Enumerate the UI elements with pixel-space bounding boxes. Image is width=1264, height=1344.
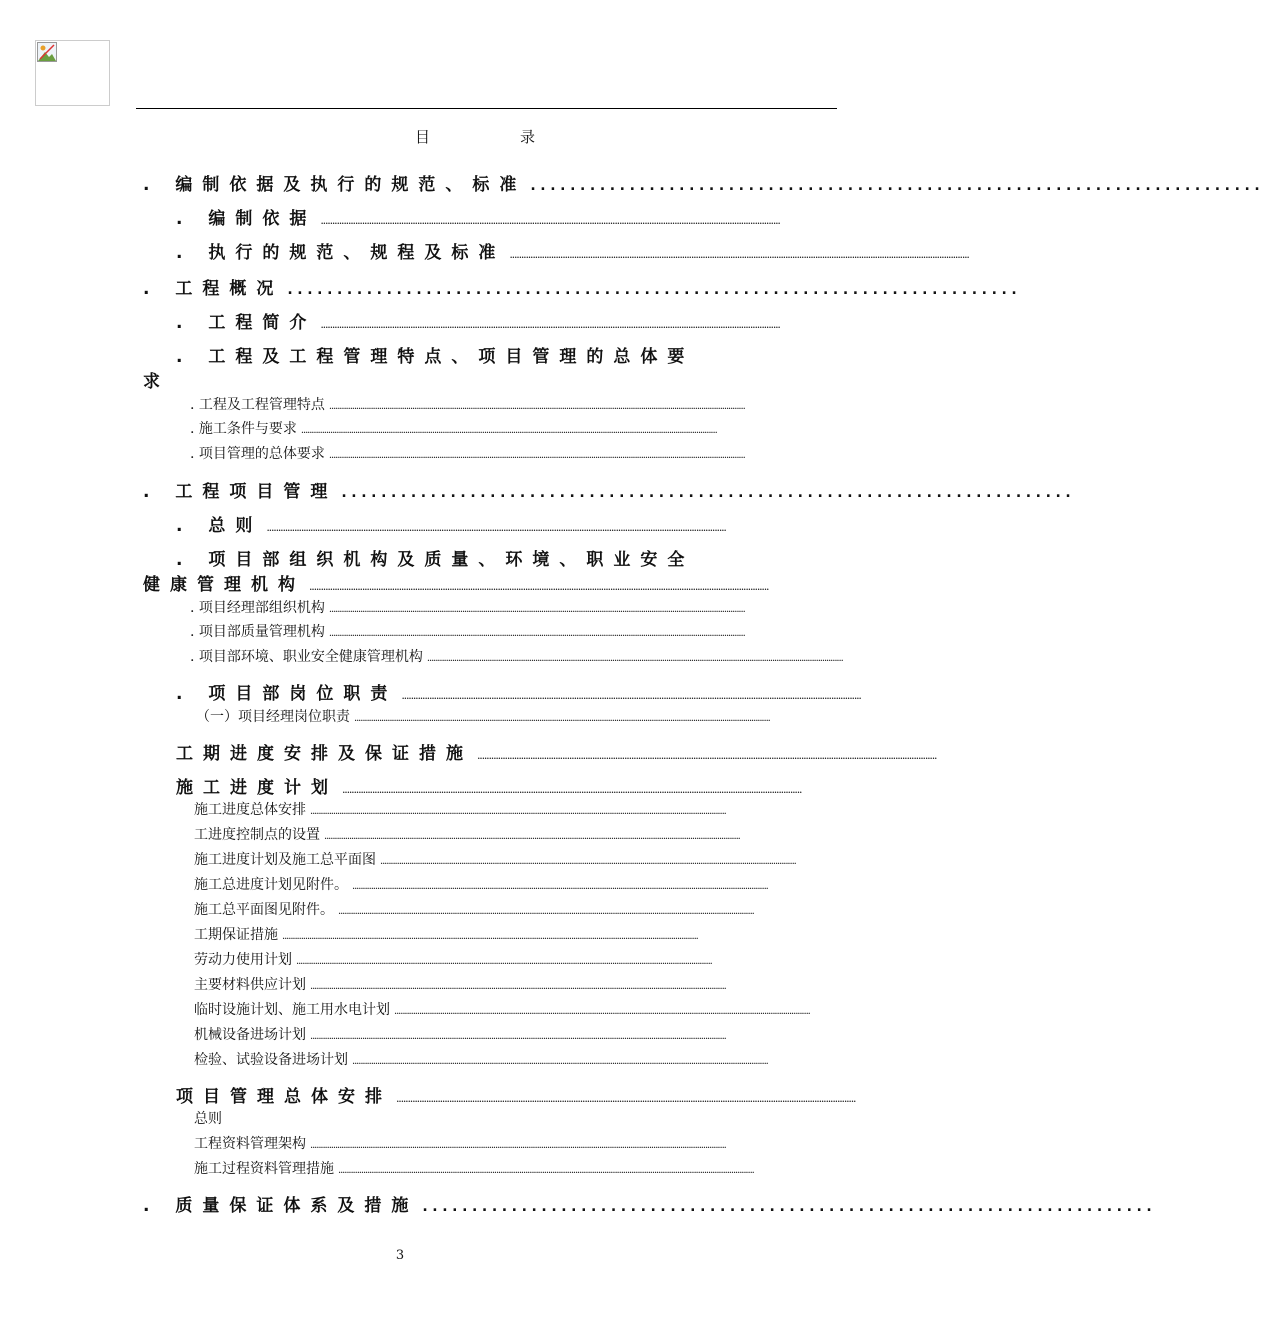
dot-leader: ........................................................................................................................................................................................................: [352, 1056, 768, 1067]
page-number: 3: [395, 1248, 405, 1263]
dot-leader: ........................................................................................................................................................................................................: [309, 580, 769, 593]
toc-entry-3-2-1[interactable]: [190, 597, 829, 617]
toc-entry-label: . 项目管理的总体要求: [190, 446, 325, 462]
toc-entry-3-2[interactable]: [176, 545, 829, 570]
toc-entry-2-2-1[interactable]: [190, 394, 829, 414]
toc-entry-4-1-10[interactable]: [194, 1024, 829, 1044]
dot-leader: ........................................................................................................................................................................................................: [380, 856, 796, 867]
toc-entry-label: 健康管理机构: [143, 575, 305, 595]
toc-entry-label: 工进度控制点的设置: [194, 827, 320, 843]
header-logo-frame: [35, 40, 110, 106]
toc-entry-3-3-1[interactable]: [196, 706, 829, 726]
dot-leader: ........................................................................................................................................................................................................: [310, 806, 726, 817]
toc-entry-4-1-11[interactable]: [194, 1049, 829, 1069]
toc-entry-6[interactable]: [143, 1191, 1157, 1216]
toc-entry-label: . 项目部岗位职责: [176, 684, 398, 704]
toc-entry-label: . 工程简介: [176, 313, 317, 333]
dot-leader: ..........................................................................: [530, 178, 1264, 194]
dot-leader: ........................................................................................................................................................................................................: [338, 1165, 754, 1176]
toc-entry-4-1-2[interactable]: [194, 824, 829, 844]
dot-leader: ........................................................................................................................................................................................................: [328, 450, 745, 461]
toc-entry-label: 施工进度计划: [176, 778, 338, 798]
toc-entry-label: 检验、试验设备进场计划: [194, 1052, 348, 1068]
toc-entry-label: . 项目部组织机构及质量、环境、职业安全: [176, 550, 695, 570]
toc-entry-2-1[interactable]: [176, 308, 829, 333]
toc-entry-4-1-6[interactable]: [194, 924, 829, 944]
toc-entry-label: 临时设施计划、施工用水电计划: [194, 1002, 390, 1018]
header-rule: [136, 108, 837, 109]
toc-entry-label: 项目管理总体安排: [176, 1087, 392, 1107]
broken-image-icon: [37, 42, 57, 62]
toc-entry-label: 施工总进度计划见附件。: [194, 877, 348, 893]
toc-entry-label: 总则: [194, 1111, 222, 1127]
dot-leader: ........................................................................................................................................................................................................: [342, 783, 802, 796]
dot-leader: ........................................................................................................................................................................................................: [310, 981, 726, 992]
toc-entry-3-3[interactable]: [176, 679, 861, 704]
toc-entry-label: 工期保证措施: [194, 927, 278, 943]
toc-entry-label: . 项目部质量管理机构: [190, 624, 325, 640]
toc-entry-5[interactable]: [176, 1082, 856, 1107]
toc-entry-5-1[interactable]: [194, 1108, 829, 1128]
toc-entry-3-2-3[interactable]: [190, 646, 843, 666]
toc-entry-2-2-2[interactable]: [190, 418, 829, 438]
toc-entry-label: . 编制依据及执行的规范、标准: [143, 175, 527, 195]
toc-entry-3-2-continuation[interactable]: [143, 570, 829, 595]
toc-entry-label: . 施工条件与要求: [190, 421, 297, 437]
toc-entry-label: . 质量保证体系及措施: [143, 1196, 419, 1216]
toc-entry-3[interactable]: [143, 477, 1076, 502]
toc-entry-label: 劳动力使用计划: [194, 952, 292, 968]
toc-title-left: 目: [414, 128, 430, 146]
toc-entry-label: . 项目经理部组织机构: [190, 600, 325, 616]
toc-entry-4-1-7[interactable]: [194, 949, 829, 969]
toc-entry-4-1-5[interactable]: [194, 899, 829, 919]
toc-entry-5-2[interactable]: [194, 1133, 829, 1153]
toc-entry-4-1-1[interactable]: [194, 799, 829, 819]
toc-entry-label: 施工过程资料管理措施: [194, 1161, 334, 1177]
toc-entry-4-1-8[interactable]: [194, 974, 829, 994]
toc-entry-2-2[interactable]: [176, 342, 829, 367]
toc-entry-3-1[interactable]: [176, 511, 829, 536]
toc-entry-1-2[interactable]: [176, 238, 969, 263]
toc-entry-label: 施工进度总体安排: [194, 802, 306, 818]
dot-leader: ..........................................................................: [287, 282, 1022, 298]
toc-entry-3-2-2[interactable]: [190, 621, 829, 641]
toc-entry-label: . 项目部环境、职业安全健康管理机构: [190, 649, 423, 665]
toc-entry-1-1[interactable]: [176, 204, 829, 229]
dot-leader: ........................................................................................................................................................................................................: [426, 653, 843, 664]
dot-leader: ........................................................................................................................................................................................................: [324, 831, 740, 842]
toc-entry-5-3[interactable]: [194, 1158, 829, 1178]
toc-entry-label: . 工程概况: [143, 279, 284, 299]
dot-leader: ........................................................................................................................................................................................................: [310, 1140, 726, 1151]
dot-leader: ........................................................................................................................................................................................................: [352, 881, 768, 892]
dot-leader: ........................................................................................................................................................................................................: [509, 248, 969, 261]
dot-leader: ........................................................................................................................................................................................................: [396, 1092, 856, 1105]
dot-leader: ........................................................................................................................................................................................................: [328, 628, 745, 639]
toc-entry-4-1-4[interactable]: [194, 874, 829, 894]
toc-title: [0, 126, 950, 147]
toc-entry-2-2-continuation: 求: [143, 372, 170, 392]
toc-entry-4-1-9[interactable]: [194, 999, 829, 1019]
dot-leader: ........................................................................................................................................................................................................: [320, 214, 780, 227]
toc-entry-2-2-3[interactable]: [190, 443, 829, 463]
toc-entry-label: 施工总平面图见附件。: [194, 902, 334, 918]
toc-entry-label: . 工程及工程管理特点、项目管理的总体要: [176, 347, 695, 367]
dot-leader: ..........................................................................: [341, 485, 1076, 501]
toc-entry-label: . 工程项目管理: [143, 482, 338, 502]
dot-leader: ........................................................................................................................................................................................................: [300, 425, 717, 436]
toc-entry-label: （一）项目经理岗位职责: [196, 709, 350, 725]
toc-entry-label: . 总则: [176, 516, 263, 536]
toc-entry-2[interactable]: [143, 274, 1022, 299]
toc-entry-4[interactable]: [176, 739, 937, 764]
dot-leader: ........................................................................................................................................................................................................: [296, 956, 712, 967]
toc-title-right: 录: [520, 128, 536, 146]
toc-entry-4-1-3[interactable]: [194, 849, 829, 869]
dot-leader: ........................................................................................................................................................................................................: [320, 318, 780, 331]
toc-entry-label: . 工程及工程管理特点: [190, 397, 325, 413]
toc-entry-label: . 执行的规范、规程及标准: [176, 243, 506, 263]
dot-leader: ........................................................................................................................................................................................................: [282, 931, 698, 942]
dot-leader: ........................................................................................................................................................................................................: [328, 401, 745, 412]
toc-entry-label: 主要材料供应计划: [194, 977, 306, 993]
dot-leader: ........................................................................................................................................................................................................: [338, 906, 754, 917]
dot-leader: ........................................................................................................................................................................................................: [477, 749, 937, 762]
toc-entry-label: 机械设备进场计划: [194, 1027, 306, 1043]
toc-entry-1[interactable]: [143, 170, 1264, 195]
toc-entry-4-1[interactable]: [176, 773, 829, 798]
toc-entry-label: 施工进度计划及施工总平面图: [194, 852, 376, 868]
toc-entry-label: . 编制依据: [176, 209, 317, 229]
dot-leader: ........................................................................................................................................................................................................: [394, 1006, 810, 1017]
dot-leader: ........................................................................................................................................................................................................: [401, 689, 861, 702]
toc-entry-label: 工期进度安排及保证措施: [176, 744, 473, 764]
toc-entry-label: 工程资料管理架构: [194, 1136, 306, 1152]
dot-leader: ........................................................................................................................................................................................................: [354, 713, 770, 724]
dot-leader: ........................................................................................................................................................................................................: [310, 1031, 726, 1042]
dot-leader: ........................................................................................................................................................................................................: [266, 521, 726, 534]
dot-leader: ..........................................................................: [422, 1199, 1157, 1215]
dot-leader: ........................................................................................................................................................................................................: [328, 604, 745, 615]
